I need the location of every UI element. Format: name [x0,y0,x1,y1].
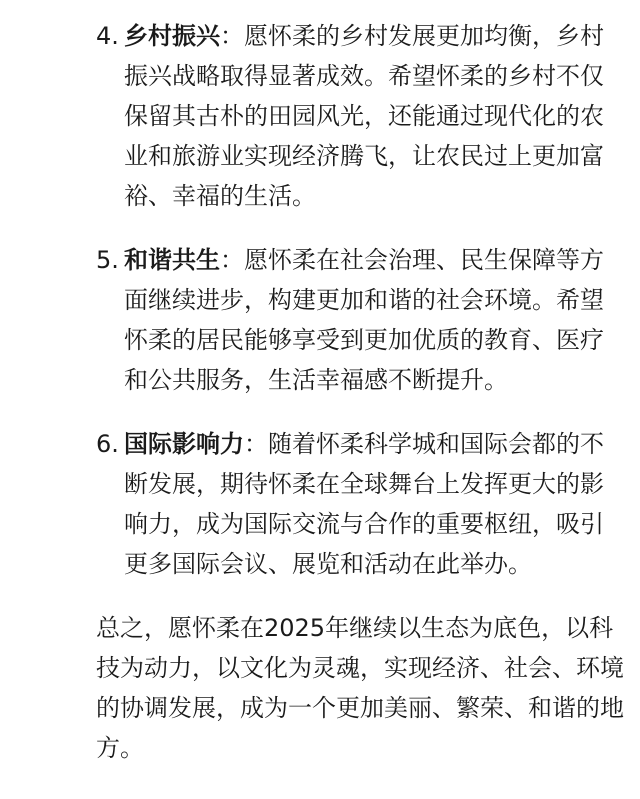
list-item [96,16,626,216]
item-title: 和谐共生 [124,246,220,274]
item-text: 随着怀柔科学城和国际会都的不断发展，期待怀柔在全球舞台上发挥更大的影响力，成为国际交流与合作的重要枢纽，吸引更多国际会议、展览和活动在此举办。 [124,430,604,578]
item-text: 愿怀柔在社会治理、民生保障等方面继续进步，构建更加和谐的社会环境。希望怀柔的居民能够享受到更加优质的教育、医疗和公共服务，生活幸福感不断提升。 [124,246,604,394]
item-separator: ： [244,430,268,458]
item-number: 6. [96,430,119,458]
item-separator: ： [220,22,244,50]
item-title: 乡村振兴 [124,22,220,50]
summary-paragraph: 总之，愿怀柔在2025年继续以生态为底色，以科技为动力，以文化为灵魂，实现经济、社会、环境的协调发展，成为一个更加美丽、繁荣、和谐的地方。 [96,614,624,762]
list-item [96,424,626,584]
item-text: 愿怀柔的乡村发展更加均衡，乡村振兴战略取得显著成效。希望怀柔的乡村不仅保留其古朴的田园风光，还能通过现代化的农业和旅游业实现经济腾飞，让农民过上更加富裕、幸福的生活。 [124,22,604,210]
list-item [96,240,626,400]
item-number: 4. [96,22,119,50]
item-title: 国际影响力 [124,430,244,458]
item-number: 5. [96,246,119,274]
wish-list [96,16,626,584]
item-separator: ： [220,246,244,274]
